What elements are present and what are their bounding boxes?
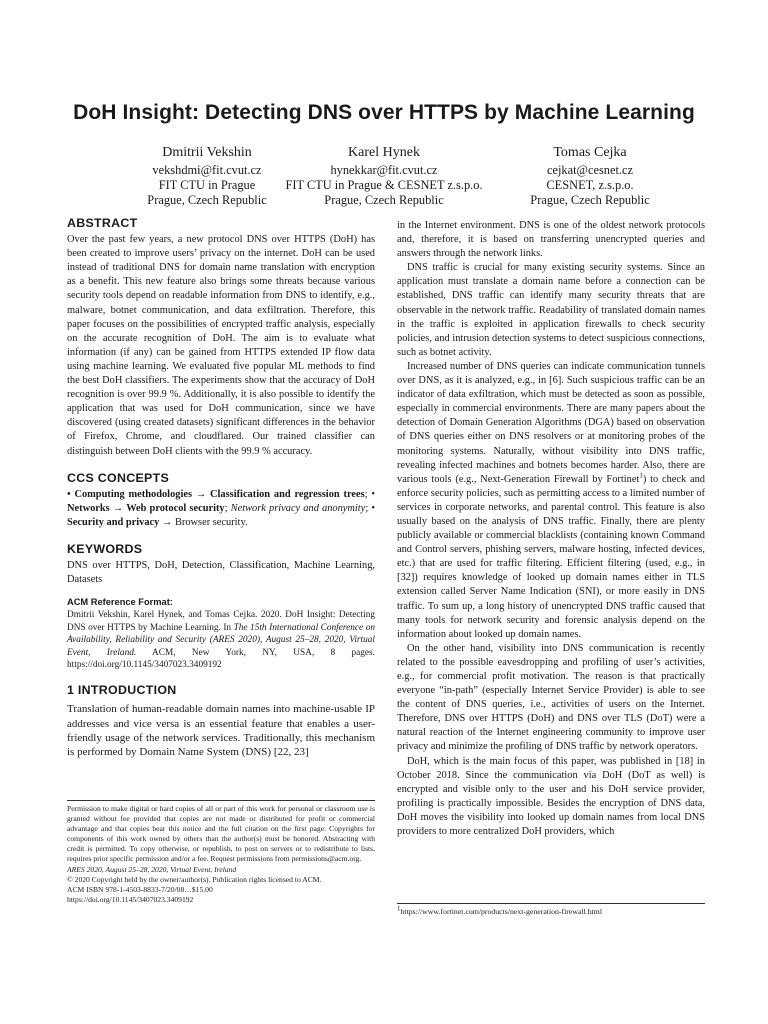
author-location: Prague, Czech Republic (530, 193, 650, 208)
body-paragraph: DoH, which is the main focus of this paper, was published in [18] in October 2018. Since the communication via DoH (DoT as well) is encrypted and visible only to the user and his DoH service provider, profiling is practically impossible. Besides the encryption of DNS data, DoH moves the visibility into looked up domain names from local DNS providers to more centralized DoH providers, which (397, 755, 705, 838)
introduction-heading: 1 INTRODUCTION (67, 683, 177, 698)
reference-format-heading: ACM Reference Format: (67, 597, 173, 608)
permission-notice (67, 800, 375, 905)
author-location: Prague, Czech Republic (147, 193, 267, 208)
author-email: cejkat@cesnet.cz (546, 163, 634, 177)
body-paragraph: DNS traffic is crucial for many existing security systems. Since an application must translate a domain name before a connection can be established, DNS traffic can identify many security threats that are observable in the network traffic. Readability of translated domain names in the traffic is exploited in application firewalls to check security policies, and intrusion detection systems to detect suspicious connections, such as botnet activity. (397, 262, 705, 358)
copyright-line: © 2020 Copyright held by the owner/author(s). Publication rights licensed to ACM. (67, 874, 322, 884)
ccs-text: • Computing methodologies → Classification and regression trees; • Networks → Web protocol security; Network privacy and anonymity; • Security and privacy → Browser security. (67, 488, 375, 528)
author-name: Tomas Cejka (553, 145, 627, 160)
footnote-marker[interactable]: 1 (639, 471, 643, 480)
author-affiliation: FIT CTU in Prague & CESNET z.s.p.o. (285, 178, 483, 193)
author-name: Dmitrii Vekshin (162, 145, 252, 160)
author-email: vekshdmi@fit.cvut.cz (152, 163, 262, 177)
author-name: Karel Hynek (348, 145, 420, 160)
conference-venue: ARES 2020, August 25–28, 2020, Virtual Event, Ireland (67, 864, 237, 874)
body-paragraph: On the other hand, visibility into DNS communication is recently related to the possible eavesdropping and profiling of user’s activities, e.g., for commercial profit motivation. The reason is that practically everyone “in-path” (especially Internet Service Provider) is able to see the content of DNS queries, i.e., activities of users on the Internet. Therefore, DNS over HTTPS (DoH) and DNS over TLS (DoT) were a natural reaction of the Internet engineering community to improve user privacy and minimize the profiling of DNS traffic by network operators. (397, 642, 705, 753)
left-column (67, 216, 375, 759)
right-column (397, 219, 705, 839)
author-affiliation: CESNET, z.s.p.o. (546, 178, 634, 193)
reference-format-text: Dmitrii Vekshin, Karel Hynek, and Tomas Cejka. 2020. DoH Insight: Detecting DNS over HTTPS by Machine Learning. In The 15th International Conference on Availability, Reliability and Security (ARES 2020), August 25–28, 2020, Virtual Event, Ireland. ACM, New York, NY, USA, 8 pages. https://doi.org/10.1145/3407023.3409192 (67, 610, 375, 670)
author-block (274, 144, 494, 209)
paper-title: DoH Insight: Detecting DNS over HTTPS by Machine Learning (73, 101, 695, 124)
permission-text: Permission to make digital or hard copies of all or part of this work for personal or classroom use is granted without fee provided that copies are not made or distributed for profit or commercial advantage and that copies bear this notice and the full citation on the first page. Copyrights for components of this work owned by others than the author(s) must be honored. Abstracting with credit is permitted. To copy otherwise, or republish, to post on servers or to redistribute to lists, requires prior specific permission and/or a fee. Request permissions from permissions@acm.org. (67, 804, 375, 864)
footnote (397, 903, 705, 917)
introduction-text: Translation of human-readable domain names into machine-usable IP addresses and vice versa is an essential feature that enables a user-friendly usage of the network services. Traditionally, this mechanism is performed by Domain Name System (DNS) [22, 23] (67, 703, 375, 759)
author-location: Prague, Czech Republic (324, 193, 444, 208)
keywords-text: DNS over HTTPS, DoH, Detection, Classification, Machine Learning, Datasets (67, 560, 375, 586)
keywords-heading: KEYWORDS (67, 541, 143, 556)
body-paragraph: in the Internet environment. DNS is one of the oldest network protocols and, therefore, it is based on transferring unencrypted queries and answers through the network links. (397, 220, 705, 260)
footnote-url[interactable]: https://www.fortinet.com/products/next-generation-firewall.html (400, 907, 603, 916)
author-block (490, 144, 690, 209)
author-affiliation: FIT CTU in Prague (158, 178, 256, 193)
footnote-number: 1 (397, 904, 401, 913)
ccs-heading: CCS CONCEPTS (67, 470, 170, 485)
isbn-line: ACM ISBN 978-1-4503-8833-7/20/08…$15.00 (67, 884, 213, 894)
doi-link[interactable]: https://doi.org/10.1145/3407023.3409192 (67, 894, 194, 904)
abstract-text: Over the past few years, a new protocol DNS over HTTPS (DoH) has been created to improve users’ privacy on the internet. DoH can be used instead of traditional DNS for domain name translation with encryption as a benefit. This new feature also brings some threats because various security tools depend on readable information from DNS to identify, e.g., malware, botnet communication, and data exfiltration. Therefore, this paper focuses on the possibilities of encrypted traffic analysis, especially on the accurate recognition of DoH. The aim is to evaluate what information (if any) can be gained from HTTPS extended IP flow data using machine learning. We evaluated five popular ML methods to find the best DoH classifiers. The experiments show that the accuracy of DoH recognition is over 99.9 %. Additionally, it is also possible to identify the application that was used for DoH communication, since we have discovered (using created datasets) significant differences in the behavior of Firefox, Chrome, and cloudflared. Our trained classifier can distinguish between DoH clients with the 99.9 % accuracy. (67, 234, 375, 457)
body-paragraph: Increased number of DNS queries can indicate communication tunnels over DNS, as it is analyzed, e.g., in [6]. Such suspicious traffic can be an indicator of data exfiltration, which must be detected as soon as possible, especially in commercial environments. There are many papers about the detection of Domain Generation Algorithms (DGA) based on observation of DNS queries either on DNS resolvers or at monitoring probes of the monitoring systems. Naturally, without visibility into DNS traffic, revealing infected machines and botnets becomes harder. Also, there are various tools (e.g., Next-Generation Firewall by Fortinet$^1$) to check and enforce security policies, such as permitting access to a limited number of services in corporate networks, and parental control. This feature is also usually based on the analysis of DNS traffic. Finally, there are plenty publicly available or commercial blacklists (containing known Command and Control servers, phishing servers, malware hosting, infected devices, etc.) that are used for traffic filtering. Efficient filtering (used, e.g., in [32]) requires knowledge of looked up domain names either in TLS extension called Server Name Indication (SNI), or more easily in DNS traffic. To sum up, a long history of unencrypted DNS traffic caused that many tools for network security and forensic analysis depend on the information about looked up domain names. (397, 360, 705, 640)
author-email: hynekkar@fit.cvut.cz (330, 163, 438, 177)
abstract-heading: ABSTRACT (67, 216, 138, 230)
